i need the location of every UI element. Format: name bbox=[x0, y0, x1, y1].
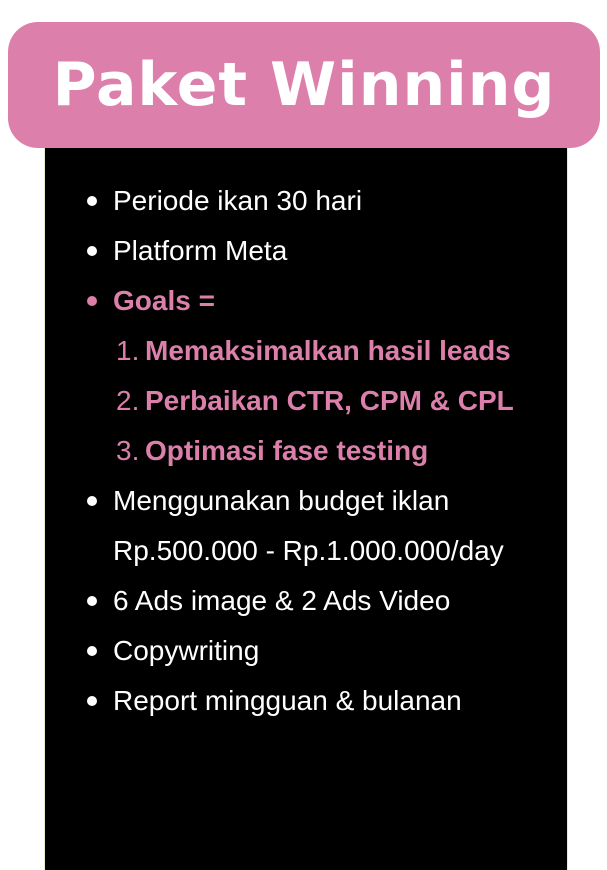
list-item-platform bbox=[44, 226, 566, 276]
goal-item bbox=[44, 426, 566, 476]
bullet-icon bbox=[87, 496, 97, 506]
goals-sublist bbox=[44, 326, 566, 476]
list-item-ads bbox=[44, 576, 566, 626]
list-item-text: Goals = bbox=[113, 285, 215, 316]
goal-text: Memaksimalkan hasil leads bbox=[145, 335, 511, 366]
list-item-text: Copywriting bbox=[113, 635, 260, 666]
bullet-icon bbox=[87, 596, 97, 606]
bullet-icon bbox=[87, 646, 97, 656]
goal-number: 3. bbox=[116, 435, 140, 466]
goal-number: 1. bbox=[116, 335, 140, 366]
goal-text: Optimasi fase testing bbox=[145, 435, 429, 466]
bullet-icon bbox=[87, 196, 97, 206]
list-item-text: Periode ikan 30 hari bbox=[113, 185, 363, 216]
list-item-text: 6 Ads image & 2 Ads Video bbox=[113, 585, 451, 616]
goal-number: 2. bbox=[116, 385, 140, 416]
list-item-text: Menggunakan budget iklan bbox=[113, 485, 450, 516]
bullet-icon bbox=[87, 246, 97, 256]
bullet-icon bbox=[87, 296, 97, 306]
list-item-copywriting bbox=[44, 626, 566, 676]
list-item-text: Report mingguan & bulanan bbox=[113, 685, 462, 716]
list-item-period bbox=[44, 176, 566, 226]
goal-text: Perbaikan CTR, CPM & CPL bbox=[145, 385, 514, 416]
list-item-report bbox=[44, 676, 566, 726]
goals-sublist-wrapper bbox=[44, 326, 566, 476]
bullet-icon bbox=[87, 696, 97, 706]
list-item-text: Platform Meta bbox=[113, 235, 288, 266]
list-item-goals bbox=[44, 276, 566, 326]
title-banner bbox=[8, 22, 600, 148]
goal-item bbox=[44, 376, 566, 426]
package-title: Paket Winning bbox=[52, 50, 556, 120]
goal-item bbox=[44, 326, 566, 376]
list-item-budget bbox=[44, 476, 566, 526]
budget-range-text: Rp.500.000 - Rp.1.000.000/day bbox=[113, 535, 504, 566]
feature-list bbox=[44, 176, 566, 726]
